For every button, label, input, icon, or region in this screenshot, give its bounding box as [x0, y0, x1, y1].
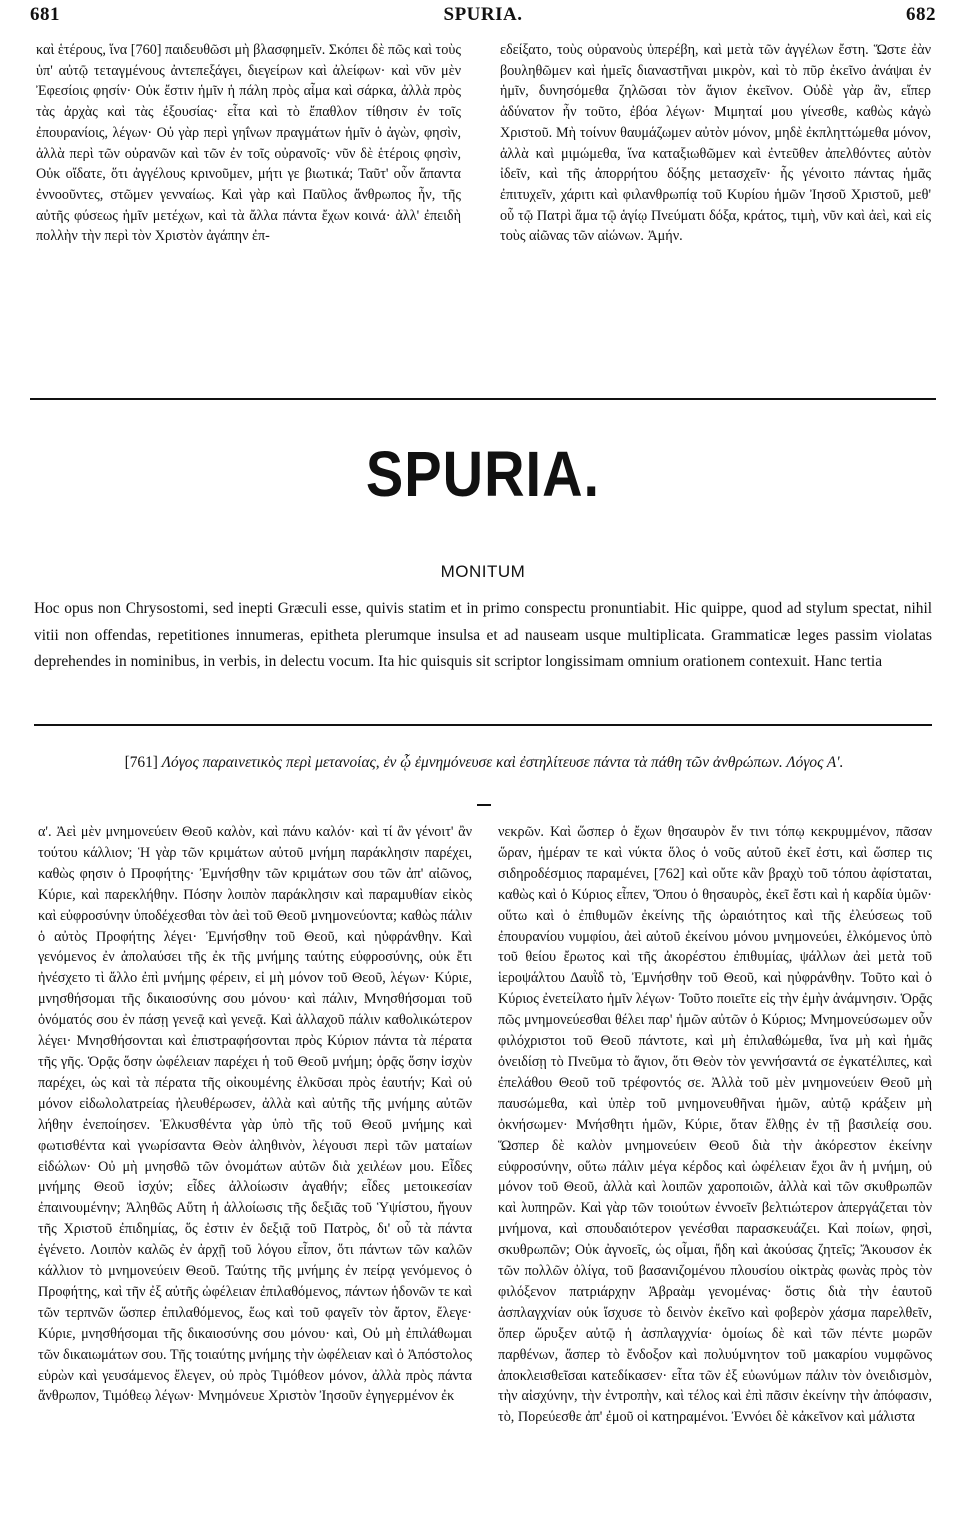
top-right-column — [500, 40, 931, 247]
right-column-number: 682 — [906, 4, 936, 25]
section-title: SPURIA. — [365, 437, 601, 510]
paragraph: καὶ ἑτέρους, ἵνα [760] παιδευθῶσι μὴ βλασφημεῖν. Σκόπει δὲ πῶς καὶ τοὺς ὑπ' αὐτῷ τεταγμένους ἀντεπεξάγει, διεγείρων καὶ ἀλείφων· καὶ νῦν μὲν Ἐφεσίοις φησίν· Οὐκ ἔστιν ἡμῖν ἡ πάλη πρὸς αἷμα καὶ σάρκα, ἀλλὰ πρὸς τὰς ἀρχὰς καὶ τὰς ἐξουσίας· εἶτα καὶ τὸ ἔπαθλον τίθησιν ἐν τοῖς ἐπουρανίοις, λέγων· Οὐ γὰρ περὶ γηΐνων πραγμάτων ἡμῖν ὁ ἀγὼν, φησὶν, ἀλλὰ περὶ τῶν οὐρανῶν καὶ τῶν ἐν τοῖς οὐρανοῖς· νῦν δὲ ἑτέροις φησὶν, Οὐκ οἴδατε, ὅτι ἀγγέλους κρινοῦμεν, μήτι γε βιωτικά; Ταῦτ' οὖν ἅπαντα ἐννοοῦντες, στῶμεν γενναίως. Καὶ γὰρ καὶ Παῦλος ἄνθρωπος ἦν, τῆς αὐτῆς φύσεως ἡμῖν μετέχων, καὶ τὰ ἄλλα πάντα ἔχων κοινά· ἀλλ' ἐπειδὴ πολλὴν τὴν περὶ τὸν Χριστὸν ἀγάπην ἐπ- — [36, 42, 461, 245]
paragraph: νεκρῶν. Καὶ ὥσπερ ὁ ἔχων θησαυρὸν ἔν τινι τόπῳ κεκρυμμένον, πᾶσαν ὥραν, ἡμέραν τε καὶ νύκτα ὅλος ὁ νοῦς αὐτοῦ ἐκεῖ ἐστι, καὶ ὥσπερ τις σιδηροδέσμιος παραμένει, [762] καὶ οὔτε κἂν βραχὺ τοῦ τόπου ἀφίσταται, καθὼς καὶ ὁ Κύριος εἶπεν, Ὅπου ὁ θησαυρὸς, ἐκεῖ ἔστι καὶ ἡ καρδία ὑμῶν· οὕτω καὶ ὁ ἐπιθυμῶν ἐκείνης τῆς ὡραιότητος καὶ τῆς ἐλεύσεως τοῦ ἐπουρανίου νυμφίου, ἀεὶ αὐτοῦ ἐκείνου μόνου μνημονεύει, ἑλκόμενος ὑπὸ τοῦ θείου ἔρωτος καὶ τῆς ἀκορέστου ἐπιθυμίας, ψάλλων ἀεὶ μετὰ τοῦ ἱεροψάλτου Δαυῒδ τὸ, Ἐμνήσθην τοῦ Θεοῦ, καὶ ηὐφράνθην. Τοῦτο καὶ ὁ Κύριος ἐνετείλατο ἡμῖν λέγων· Τοῦτο ποιεῖτε εἰς τὴν ἐμὴν ἀνάμνησιν. Ὁρᾷς πῶς μνημονεύεσθαι θέλει παρ' ἡμῶν αὐτῶν ὁ Κύριος; Μνημονεύσωμεν οὖν φιλόχριστοι τοῦ Θεοῦ πάντοτε, καὶ μὴ ἐπιλαθώμεθα, ἵνα μὴ καὶ ἡμᾶς ὀνειδίσῃ τὸ Πνεῦμα τὸ ἅγιον, ὅτι Θεὸν τὸν γεννήσαντά σε ἐγκατέλιπες, καὶ ἐπελάθου Θεοῦ τοῦ τρέφοντός σε. Ἀλλὰ τοῦ μὲν μνημονεύειν Θεοῦ μὴ παυσώμεθα, καὶ ὑπὲρ τοῦ μνημονευθῆναι ἡμῶν, αὐτῷ κράξειν μὴ ὀκνήσωμεν· Μνήσθητι ἡμῶν, Κύριε, ὅταν ἔλθῃς ἐν τῇ βασιλείᾳ σου. Ὥσπερ δὲ καλὸν μνημονεύειν Θεοῦ διὰ τὴν ἀκόρεστον ἐκείνην εὐφροσύνην, οὕτω πάλιν μέγα κέρδος καὶ ὠφέλειαν ἔχοι ἂν ἡ μνήμη, οὐ μόνον τοῦ Θεοῦ, ἀλλὰ καὶ λοιπῶν χαροποιῶν, ἀλλὰ καὶ τῶν σκυθρωπῶν καὶ λυπηρῶν. Καὶ γὰρ τῶν τοιούτων ἐννοεῖν βελτιώτερον ἀπεργάζεται τὸν μνήμονα, καὶ σπουδαιότερον γενέσθαι παρασκευάζει. Καὶ ποίων, φησὶ, σκυθρωπῶν; Οὐκ ἀγνοεῖς, ὡς οἶμαι, ἤδη καὶ ἀκούσας ζητεῖς; Ἄκουσον ἐκ τῶν πολλῶν ὀλίγα, τοῦ βασανιζομένου πλουσίου οἰκτρὰς φωνὰς πρὸς τὸν φιλόξενον πατριάρχην Ἀβραὰμ γενομένας· ὅστις διὰ τὴν ἑαυτοῦ ἀσπλαγχνίαν οὐκ ἴσχυσε τὸ δεινὸν ἐκεῖνο καὶ φοβερὸν χάσμα παρελθεῖν, ὅπερ ὤρυξεν αὐτῷ ἡ ἀσπλαγχνία· ὁμοίως δὲ καὶ τῶν πέντε μωρῶν παρθένων, ἅσπερ τὸ ἔνδοξον καὶ πολυύμνητον τοῦ μακαρίου νυμφῶνος ἀποκλεισθεῖσαι κατεδίκασεν· εἶτα τῶν ἐξ εὐωνύμων πάλιν τὸν ὀνειδισμὸν, τὴν αἰσχύνην, τὴν ἐντροπὴν, καὶ τέλος καὶ ἐπὶ πᾶσιν ἐκείνην τὴν ἀπόφασιν, τὸ, Πορεύεσθε ἀπ' ἐμοῦ οἱ κατηραμένοι. Ἐννόει δὲ κἀκεῖνον καὶ μάλιστα — [498, 824, 932, 1426]
top-left-column — [36, 40, 461, 247]
left-column-number: 681 — [30, 4, 60, 25]
oration-title — [38, 752, 930, 773]
bottom-left-column — [38, 822, 472, 1407]
running-head — [30, 4, 936, 30]
bottom-right-column — [498, 822, 932, 1428]
paragraph: α'. Ἀεὶ μὲν μνημονεύειν Θεοῦ καλὸν, καὶ πάνυ καλόν· καὶ τί ἂν γένοιτ' ἂν τούτου κάλλιον; Ἡ γὰρ τῶν κριμάτων αὐτοῦ μνήμη παράκλησιν παρέχει, καθὼς φησιν ὁ Προφήτης· Ἐμνήσθην τῶν κριμάτων σου τῶν ἀπ' αἰῶνος, Κύριε, καὶ παρεκλήθην. Πόσην λοιπὸν παράκλησιν καὶ παραμυθίαν εἰκὸς καὶ εὐφροσύνην ὑποδέχεσθαι τὸν ἀεὶ τοῦ Θεοῦ μνημονεύοντα; καθὼς πάλιν ὁ αὐτὸς Προφήτης λέγει· Ἐμνήσθην τοῦ Θεοῦ, καὶ ηὐφράνθην. Καὶ γενόμενος ἐν ἀπολαύσει τῆς ἐκ τῆς μνήμης ταύτης εὐφροσύνης, οὐκ ἔτι ἠνέσχετο τὶ ἄλλο ἐπὶ μνήμης φέρειν, εἰ μὴ μόνον τοῦ Θεοῦ, λέγων· Κύριε, μνησθήσομαι τῆς δικαιοσύνης σου μόνου· καὶ πάλιν, Μνησθήσομαι τοῦ ὀνόματός σου ἐν πάσῃ γενεᾷ καὶ γενεᾷ. Καὶ ἀλλαχοῦ πάλιν καθολικώτερον λέγει· Μνησθήσονται καὶ ἐπιστραφήσονται πρὸς Κύριον πάντα τὰ πέρατα τῆς γῆς. Ὁρᾷς ὅσην ὠφέλειαν παρέχει ἡ τοῦ Θεοῦ μνήμη; ὁρᾷς ὅσην ἰσχὺν παρέχει, ὡς καὶ τὰ πέρατα τῆς οἰκουμένης ἑλκῦσαι πρὸς ἑαυτήν; Καὶ οὐ μόνον εἰδωλολατρείας ἠλευθέρωσεν, ἀλλὰ καὶ αὐτῆς τῆς μνήμης αὐτῶν λήθην ἐνεποίησεν. Ἑλκυσθέντα γὰρ ὑπὸ τῆς τοῦ Θεοῦ μνήμης καὶ φωτισθέντα καὶ γνωρίσαντα Θεὸν ἀληθινὸν, λέγουσι περὶ τῶν ματαίων εἰδώλων· Οὐ μὴ μνησθῶ τῶν ὀνομάτων αὐτῶν διὰ χειλέων μου. Εἶδες μνήμης Θεοῦ ἰσχύν; εἶδες ἀλλοίωσιν ἀγαθήν; εἶδες μετοικεσίαν ἐπαινουμένην; Ἀληθῶς Αὕτη ἡ ἀλλοίωσις τῆς δεξιᾶς τοῦ Ὑψίστου, ἤγουν τῆς Χριστοῦ ἐπιδημίας, ὅς ἐστιν ἐν δεξιᾷ τοῦ Πατρὸς, δι' οὗ τὰ πάντα ἐγένετο. Λοιπὸν καλῶς ἐν ἀρχῇ τοῦ λόγου εἶπον, ὅτι πάντων τῶν καλῶν κάλλιον τὸ μνημονεύειν Θεοῦ. Ταύτης τῆς μνήμης ἐν πείρᾳ γενόμενος ὁ Προφήτης, καὶ τῆν ἐξ αὐτῆς ὠφέλειαν ἐπιλαθόμενος, πάντων ἡδονῶν τε καὶ τῶν τερπνῶν ὥσπερ ἐπιλαθόμενος, ἕως καὶ τοῦ φαγεῖν τὸν ἄρτον, ἔλεγε· Κύριε, μνησθήσομαι τῆς δικαιοσύνης σου μόνου· καὶ, Οὐ μὴ ἐπιλάθωμαι τῶν δικαιωμάτων σου. Τῆς τοιαύτης μνήμης τὴν ὠφέλειαν καὶ ὁ Ἀπόστολος εὑρὼν καὶ γευσάμενος ἔλεγεν, οὐ πρὸς Τιμόθεον μόνον, ἀλλὰ πρὸς πάντα ἄνθρωπον, Τιμόθεῳ λέγων· Μνημόνευε Χριστὸν Ἰησοῦν ἐγηγερμένον ἐκ — [38, 824, 472, 1405]
oration-title-text: Λόγος παραινετικὸς περὶ μετανοίας, ἐν ᾧ ἐμνημόνευσε καὶ ἐστηλίτευσε πάντα τὰ πάθη τῶν ἀνθρώπων. Λόγος Α'. — [161, 754, 844, 771]
monitum-heading: MONITUM — [440, 562, 526, 581]
title-dash — [477, 804, 491, 806]
running-title: SPURIA. — [443, 4, 523, 25]
monitum-text: Hoc opus non Chrysostomi, sed inepti Græculi esse, quivis statim et in primo conspectu pronuntiabit. Hic quippe, quod ad stylum spectat, nihil vitii non offendas, repetitiones innumeras, epitheta plerumque insulsa et ad nauseam usque multiplicata. Grammaticæ leges passim violatas deprehendes in nominibus, in verbis, in delectu vocum. Ita hic quisquis sit scriptor longissimam omnium orationem contexuit. Hanc tertia — [34, 600, 932, 670]
paragraph: εδείξατο, τοὺς οὐρανοὺς ὑπερέβη, καὶ μετὰ τῶν ἀγγέλων ἔστη. Ὥστε ἐὰν βουληθῶμεν καὶ ἡμεῖς διαναστῆναι μικρὸν, καὶ τὸ πῦρ ἐκεῖνο ἀνάψαι ἐν ἡμῖν, δυνησόμεθα ζηλῶσαι τὸν ἅγιον ἐκεῖνον. Οὐδὲ γὰρ ἂν, εἴπερ ἀδύνατον ἦν τοῦτο, ἐβόα λέγων· Μιμηταί μου γίνεσθε, καθὼς κἀγὼ Χριστοῦ. Μὴ τοίνυν θαυμάζωμεν αὐτὸν μόνον, μηδὲ ἐκπληττώμεθα μόνον, ἀλλὰ καὶ μιμώμεθα, ἵνα καταξιωθῶμεν καὶ ἐντεῦθεν ἀπελθόντες αὐτὸν ἰδεῖν, καὶ τῆς ἀπορρήτου δόξης μετασχεῖν· ἧς γένοιτο πάντας ἡμᾶς ἐπιτυχεῖν, χάριτι καὶ φιλανθρωπίᾳ τοῦ Κυρίου ἡμῶν Ἰησοῦ Χριστοῦ, μεθ' οὗ τῷ Πατρὶ ἅμα τῷ ἁγίῳ Πνεύματι δόξα, κράτος, τιμὴ, νῦν καὶ ἀεὶ, καὶ εἰς τοὺς αἰῶνας τῶν αἰώνων. Ἀμήν. — [500, 42, 931, 245]
column-marker: [761] — [124, 754, 162, 771]
section-rule — [30, 398, 936, 400]
monitum-rule — [34, 724, 932, 726]
